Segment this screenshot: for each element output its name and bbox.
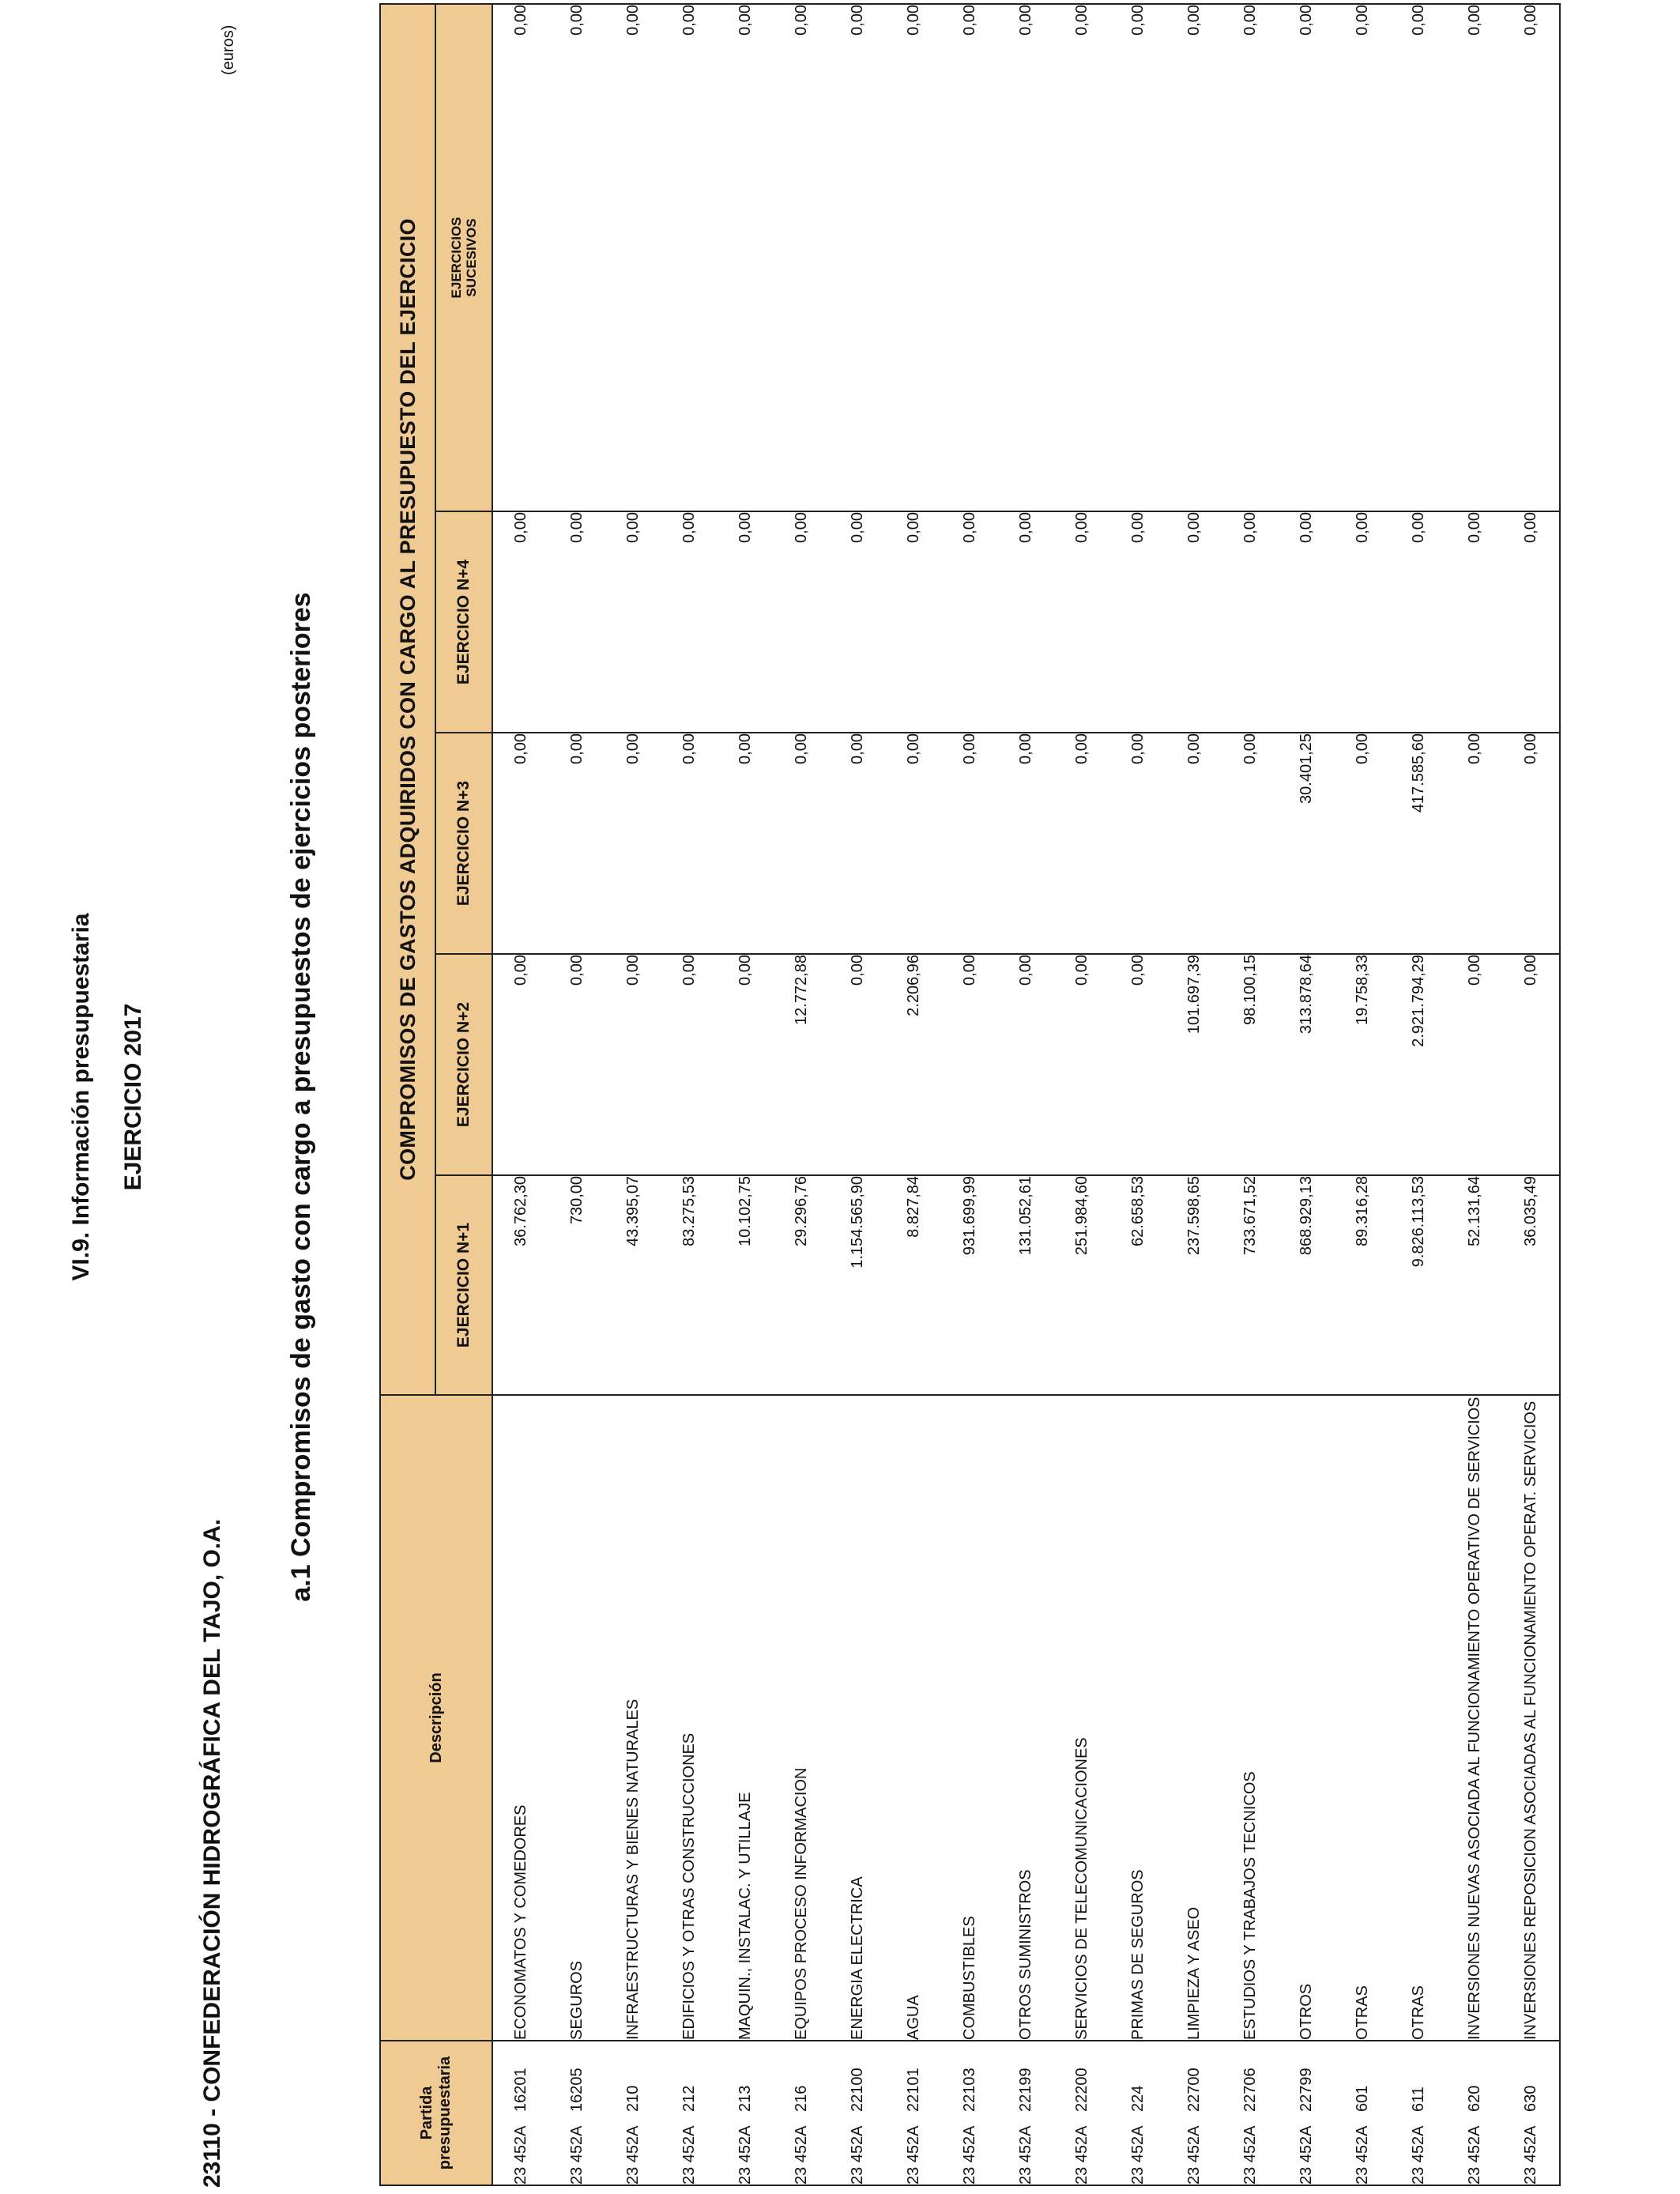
programa-code: 23 452A [1466,2125,1483,2185]
table-row [830,4,886,2185]
concepto-code: 22799 [1298,2068,1315,2112]
descripcion-cell: LIMPIEZA Y ASEO [1166,1395,1222,2041]
descripcion-cell: EQUIPOS PROCESO INFORMACION [774,1395,830,2041]
concepto-code: 22103 [961,2068,978,2112]
ejercicio-n3-value: 0,00 [718,733,774,954]
ejercicio-n1-value: 9.826.113,53 [1391,1175,1447,1395]
table-row [1447,4,1503,2185]
ejercicio-n3-value: 0,00 [1503,733,1560,954]
table-row [492,4,549,2185]
table-row [1391,4,1447,2185]
header-sucesivos-line1: EJERCICIOS [449,217,464,299]
ejercicio-n2-value: 2.206,96 [886,954,942,1175]
concepto-code: 212 [680,2085,698,2112]
ejercicio-n4-value: 0,00 [1222,511,1279,733]
sucesivos-value: 0,00 [492,4,549,511]
ejercicio-n4-value: 0,00 [886,511,942,733]
ejercicio-n1-value: 52.131,64 [1447,1175,1503,1395]
table-row [942,4,998,2185]
sucesivos-value: 0,00 [1110,4,1166,511]
concepto-code: 22100 [849,2068,866,2112]
descripcion-cell: OTRAS [1335,1395,1391,2041]
ejercicio-n3-value: 0,00 [661,733,718,954]
ejercicio-n1-value: 83.275,53 [661,1175,718,1395]
ejercicio-n1-value: 36.762,30 [492,1175,549,1395]
ejercicio-n3-value: 30.401,25 [1279,733,1335,954]
ejercicio-n3-value: 0,00 [1110,733,1166,954]
ejercicio-n1-value: 1.154.565,90 [830,1175,886,1395]
descripcion-cell: INVERSIONES REPOSICION ASOCIADAS AL FUNCIONAMIENTO OPERAT. SERVICIOS [1503,1395,1560,2041]
ejercicio-n3-value: 0,00 [1335,733,1391,954]
partida-cell [661,2041,718,2185]
ejercicio-n1-value: 868.929,13 [1279,1175,1335,1395]
table-row [605,4,661,2185]
programa-code: 23 452A [736,2125,754,2185]
partida-cell [942,2041,998,2185]
ejercicio-n2-value: 98.100,15 [1222,954,1279,1175]
ejercicio-n2-value: 0,00 [830,954,886,1175]
partida-cell [492,2041,549,2185]
header-descripcion: Descripción [380,1395,492,2041]
sucesivos-value: 0,00 [549,4,605,511]
concepto-code: 611 [1410,2087,1427,2112]
sucesivos-value: 0,00 [661,4,718,511]
descripcion-cell: ESTUDIOS Y TRABAJOS TECNICOS [1222,1395,1279,2041]
partida-cell [1110,2041,1166,2185]
ejercicio-n3-value: 0,00 [492,733,549,954]
ejercicio-n1-value: 29.296,76 [774,1175,830,1395]
ejercicio-n2-value: 0,00 [998,954,1054,1175]
concepto-code: 216 [793,2085,810,2112]
partida-cell [1222,2041,1279,2185]
programa-code: 23 452A [512,2125,529,2185]
sucesivos-value: 0,00 [1166,4,1222,511]
table-row [549,4,605,2185]
sucesivos-value: 0,00 [1391,4,1447,511]
units-label: (euros) [220,25,237,75]
descripcion-cell: SEGUROS [549,1395,605,2041]
ejercicio-n4-value: 0,00 [492,511,549,733]
table-row [1335,4,1391,2185]
header-ejercicios-sucesivos [435,4,492,511]
ejercicio-n2-value: 0,00 [1054,954,1110,1175]
partida-cell [1279,2041,1335,2185]
table-row [1279,4,1335,2185]
ejercicio-n2-value: 313.878,64 [1279,954,1335,1175]
header-group-compromisos: COMPROMISOS DE GASTOS ADQUIRIDOS CON CARGO AL PRESUPUESTO DEL EJERCICIO [380,4,435,1395]
ejercicio-n2-value: 19.758,33 [1335,954,1391,1175]
descripcion-cell: OTROS [1279,1395,1335,2041]
partida-cell [549,2041,605,2185]
ejercicio-n3-value: 0,00 [1447,733,1503,954]
ejercicio-n3-value: 0,00 [1054,733,1110,954]
descripcion-cell: SERVICIOS DE TELECOMUNICACIONES [1054,1395,1110,2041]
descripcion-cell: INFRAESTRUCTURAS Y BIENES NATURALES [605,1395,661,2041]
concepto-code: 22200 [1073,2068,1090,2112]
ejercicio-n4-value: 0,00 [1110,511,1166,733]
table-row [774,4,830,2185]
ejercicio-n4-value: 0,00 [942,511,998,733]
ejercicio-n4-value: 0,00 [1391,511,1447,733]
ejercicio-n1-value: 36.035,49 [1503,1175,1560,1395]
ejercicio-n3-value: 0,00 [886,733,942,954]
ejercicio-n4-value: 0,00 [998,511,1054,733]
programa-code: 23 452A [1522,2125,1539,2185]
programa-code: 23 452A [568,2125,586,2185]
programa-code: 23 452A [1298,2125,1315,2185]
descripcion-cell: MAQUIN., INSTALAC. Y UTILLAJE [718,1395,774,2041]
concepto-code: 224 [1129,2085,1147,2112]
ejercicio-n3-value: 0,00 [549,733,605,954]
sucesivos-value: 0,00 [605,4,661,511]
table-row [886,4,942,2185]
concepto-code: 210 [624,2085,642,2112]
concepto-code: 620 [1466,2085,1483,2112]
table-row [1503,4,1560,2185]
table-row [998,4,1054,2185]
partida-cell [1054,2041,1110,2185]
descripcion-cell: ECONOMATOS Y COMEDORES [492,1395,549,2041]
partida-cell [1391,2041,1447,2185]
sucesivos-value: 0,00 [886,4,942,511]
header-sucesivos-line2: SUCESIVOS [464,218,479,297]
ejercicio-n2-value: 0,00 [661,954,718,1175]
sucesivos-value: 0,00 [774,4,830,511]
ejercicio-n1-value: 237.598,65 [1166,1175,1222,1395]
sucesivos-value: 0,00 [1335,4,1391,511]
commitments-table [379,3,1561,2186]
descripcion-cell: OTROS SUMINISTROS [998,1395,1054,2041]
ejercicio-n1-value: 43.395,07 [605,1175,661,1395]
header-ejercicio-n1: EJERCICIO N+1 [435,1175,492,1395]
ejercicio-n2-value: 0,00 [942,954,998,1175]
ejercicio-n4-value: 0,00 [1447,511,1503,733]
header-partida: Partida presupuestaria [380,2041,492,2185]
header-ejercicio-n4: EJERCICIO N+4 [435,511,492,733]
programa-code: 23 452A [680,2125,698,2185]
ejercicio-n1-value: 733.671,52 [1222,1175,1279,1395]
concepto-code: 22700 [1185,2068,1203,2112]
descripcion-cell: PRIMAS DE SEGUROS [1110,1395,1166,2041]
ejercicio-n3-value: 417.585,60 [1391,733,1447,954]
ejercicio-n3-value: 0,00 [605,733,661,954]
sucesivos-value: 0,00 [998,4,1054,511]
table-row [1166,4,1222,2185]
ejercicio-n3-value: 0,00 [1222,733,1279,954]
ejercicio-n4-value: 0,00 [1054,511,1110,733]
ejercicio-n2-value: 0,00 [492,954,549,1175]
ejercicio-n4-value: 0,00 [661,511,718,733]
partida-cell [605,2041,661,2185]
sucesivos-value: 0,00 [942,4,998,511]
programa-code: 23 452A [1241,2125,1259,2185]
partida-cell [1503,2041,1560,2185]
ejercicio-n4-value: 0,00 [1166,511,1222,733]
document-subtitle: EJERCICIO 2017 [120,1003,146,1191]
concepto-code: 22706 [1241,2068,1259,2112]
ejercicio-n4-value: 0,00 [774,511,830,733]
descripcion-cell: OTRAS [1391,1395,1447,2041]
ejercicio-n1-value: 8.827,84 [886,1175,942,1395]
descripcion-cell: EDIFICIOS Y OTRAS CONSTRUCCIONES [661,1395,718,2041]
table-row [1222,4,1279,2185]
ejercicio-n1-value: 89.316,28 [1335,1175,1391,1395]
concepto-code: 601 [1354,2085,1371,2112]
section-title: a.1 Compromisos de gasto con cargo a presupuestos de ejercicios posteriores [286,592,316,1602]
ejercicio-n1-value: 10.102,75 [718,1175,774,1395]
ejercicio-n1-value: 730,00 [549,1175,605,1395]
ejercicio-n3-value: 0,00 [998,733,1054,954]
ejercicio-n2-value: 12.772,88 [774,954,830,1175]
partida-cell [886,2041,942,2185]
ejercicio-n3-value: 0,00 [830,733,886,954]
table-row [1054,4,1110,2185]
partida-cell [718,2041,774,2185]
ejercicio-n1-value: 62.658,53 [1110,1175,1166,1395]
document-title: VI.9. Información presupuestaria [68,913,94,1281]
ejercicio-n3-value: 0,00 [1166,733,1222,954]
ejercicio-n4-value: 0,00 [1335,511,1391,733]
organization-name: 23110 - CONFEDERACIÓN HIDROGRÁFICA DEL TAJO, O.A. [199,1518,225,2188]
descripcion-cell: INVERSIONES NUEVAS ASOCIADA AL FUNCIONAMIENTO OPERATIVO DE SERVICIOS [1447,1395,1503,2041]
partida-cell [1447,2041,1503,2185]
ejercicio-n3-value: 0,00 [942,733,998,954]
ejercicio-n2-value: 0,00 [549,954,605,1175]
sucesivos-value: 0,00 [830,4,886,511]
ejercicio-n4-value: 0,00 [549,511,605,733]
ejercicio-n2-value: 2.921.794,29 [1391,954,1447,1175]
descripcion-cell: COMBUSTIBLES [942,1395,998,2041]
programa-code: 23 452A [1129,2125,1147,2185]
ejercicio-n4-value: 0,00 [1279,511,1335,733]
ejercicio-n2-value: 101.697,39 [1166,954,1222,1175]
partida-cell [1166,2041,1222,2185]
partida-cell [998,2041,1054,2185]
programa-code: 23 452A [624,2125,642,2185]
programa-code: 23 452A [905,2125,922,2185]
sucesivos-value: 0,00 [718,4,774,511]
partida-cell [774,2041,830,2185]
sucesivos-value: 0,00 [1222,4,1279,511]
header-ejercicio-n3: EJERCICIO N+3 [435,733,492,954]
programa-code: 23 452A [1185,2125,1203,2185]
programa-code: 23 452A [961,2125,978,2185]
ejercicio-n4-value: 0,00 [1503,511,1560,733]
ejercicio-n2-value: 0,00 [1110,954,1166,1175]
partida-cell [830,2041,886,2185]
table-row [661,4,718,2185]
programa-code: 23 452A [1073,2125,1090,2185]
ejercicio-n2-value: 0,00 [1503,954,1560,1175]
ejercicio-n1-value: 251.984,60 [1054,1175,1110,1395]
programa-code: 23 452A [1410,2125,1427,2185]
sucesivos-value: 0,00 [1054,4,1110,511]
partida-cell [1335,2041,1391,2185]
sucesivos-value: 0,00 [1503,4,1560,511]
table-row [718,4,774,2185]
concepto-code: 16205 [568,2068,586,2112]
table-row [1110,4,1166,2185]
concepto-code: 16201 [512,2068,529,2112]
ejercicio-n3-value: 0,00 [774,733,830,954]
descripcion-cell: AGUA [886,1395,942,2041]
ejercicio-n2-value: 0,00 [718,954,774,1175]
concepto-code: 22199 [1017,2068,1034,2112]
concepto-code: 22101 [905,2068,922,2112]
descripcion-cell: ENERGIA ELECTRICA [830,1395,886,2041]
header-ejercicio-n2: EJERCICIO N+2 [435,954,492,1175]
ejercicio-n4-value: 0,00 [830,511,886,733]
programa-code: 23 452A [1354,2125,1371,2185]
programa-code: 23 452A [793,2125,810,2185]
ejercicio-n2-value: 0,00 [1447,954,1503,1175]
concepto-code: 630 [1522,2085,1539,2112]
sucesivos-value: 0,00 [1279,4,1335,511]
ejercicio-n1-value: 931.699,99 [942,1175,998,1395]
ejercicio-n4-value: 0,00 [718,511,774,733]
sucesivos-value: 0,00 [1447,4,1503,511]
programa-code: 23 452A [849,2125,866,2185]
concepto-code: 213 [736,2085,754,2112]
programa-code: 23 452A [1017,2125,1034,2185]
ejercicio-n4-value: 0,00 [605,511,661,733]
ejercicio-n1-value: 131.052,61 [998,1175,1054,1395]
ejercicio-n2-value: 0,00 [605,954,661,1175]
